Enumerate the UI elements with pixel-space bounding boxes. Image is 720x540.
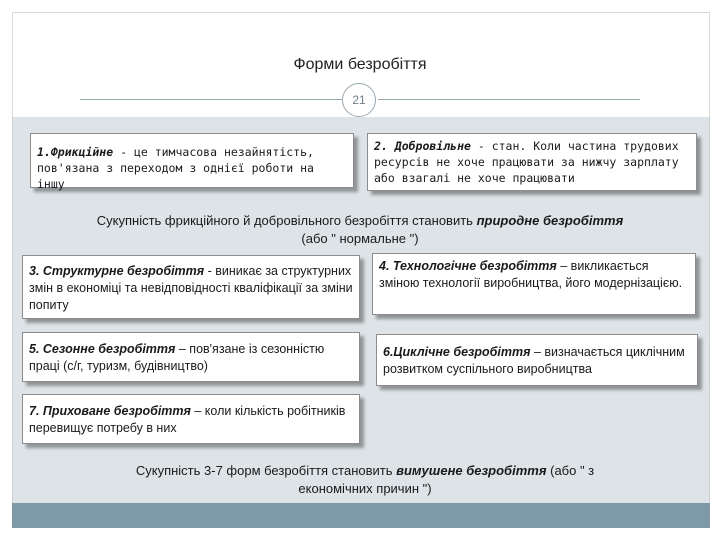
slide-title: Форми безробіття (293, 56, 427, 73)
box-voluntary-heading: 2. Добровільне (374, 139, 471, 153)
box-hidden-text: – коли кількість робітників перевищує потребу в них (29, 404, 346, 435)
box-frictional-heading: 1.Фрикційне (37, 145, 114, 159)
summary-natural-post: (або " нормальне ") (301, 231, 419, 246)
box-frictional-text: - це тимчасова незайнятість, пов'язана з переходом з однієї роботи на іншу (37, 145, 314, 191)
box-frictional (30, 133, 354, 191)
summary-natural-pre: Сукупність фрикційного й добровільного безробіття становить (96, 213, 477, 228)
summary-forced-post: (або " з економічних причин ") (298, 463, 595, 496)
box-technological (372, 253, 696, 315)
box-cyclical-text: – визначається циклічним розвитком суспільного виробництва (383, 345, 685, 376)
summary-forced (105, 462, 625, 498)
box-voluntary-text: - стан. Коли частина трудових ресурсів не хоче працювати за нижчу зарплату або взагалі не хоче працювати (374, 139, 679, 185)
box-technological-text: – викликається зміною технології виробництва, його модернізацією. (379, 259, 683, 290)
box-cyclical (376, 334, 698, 386)
summary-natural-emph: природне безробіття (476, 213, 624, 228)
title-divider-left (80, 99, 342, 100)
box-structural-heading: 3. Структурне безробіття (29, 264, 205, 278)
box-technological-heading: 4. Технологічне безробіття (379, 259, 557, 273)
box-structural-text: - виникає за структурних змін в економіці та невідповідності кваліфікації за зміни попиту (29, 264, 353, 312)
box-seasonal-heading: 5. Сезонне безробіття (29, 342, 176, 356)
summary-forced-pre: Сукупність 3-7 форм безробіття становить (135, 463, 397, 478)
box-hidden (22, 394, 360, 444)
box-voluntary (367, 133, 697, 191)
box-seasonal-text: – пов'язане із сезонністю праці (с/г, туризм, будівництво) (29, 342, 325, 373)
box-hidden-heading: 7. Приховане безробіття (29, 404, 191, 418)
summary-natural (95, 212, 625, 248)
page-number-badge: 21 (342, 83, 376, 117)
footer-band (12, 503, 710, 528)
box-seasonal (22, 332, 360, 382)
box-structural (22, 255, 360, 319)
title-divider-right (378, 99, 640, 100)
summary-forced-emph: вимушене безробіття (396, 463, 547, 478)
box-cyclical-heading: 6.Циклічне безробіття (383, 345, 531, 359)
